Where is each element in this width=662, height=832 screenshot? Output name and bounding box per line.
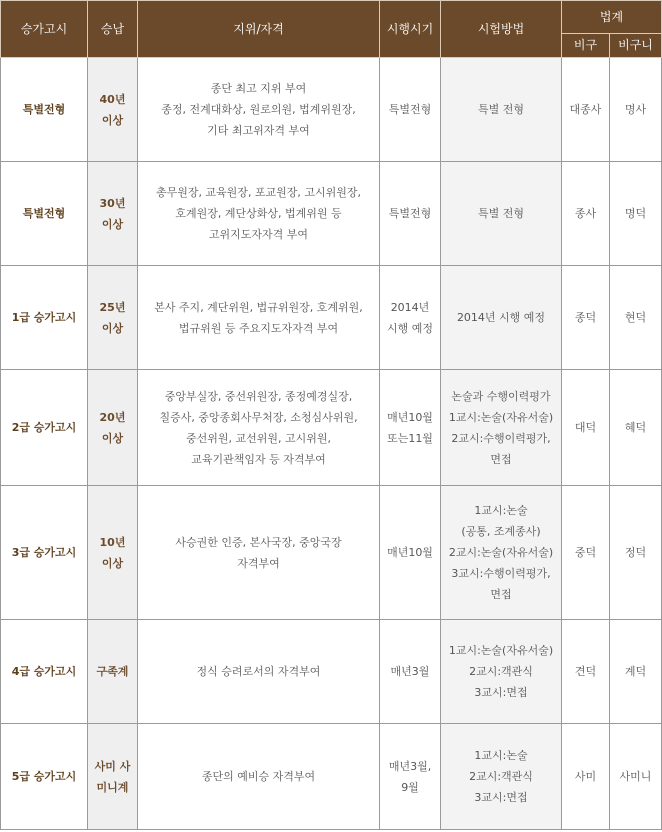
cell-method-line: 특별 전형 (477, 207, 524, 220)
cell-position-line: 정식 승려로서의 자격부여 (196, 665, 321, 678)
cell-position-line: 본사 주지, 계단위원, 법규위원장, 호계위원, (154, 300, 363, 314)
header-schedule: 시행시기 (380, 1, 441, 58)
cell-position-line: 종단의 예비승 자격부여 (201, 770, 316, 783)
cell-method-line: 2교시:논술(자유서술) (448, 546, 554, 559)
header-monk: 비구 (562, 34, 610, 58)
cell-nun-rank: 계덕 (610, 620, 662, 724)
cell-method-line: 3교시:면접 (474, 686, 528, 699)
cell-position-line: 중앙부실장, 중선위원장, 종정예경실장, (164, 389, 353, 403)
cell-method-line: 1교시:논술(자유서술) (448, 644, 554, 657)
cell-years: 25년 이상 (88, 266, 138, 370)
cell-position-line: 교육기관책임자 등 자격부여 (191, 452, 326, 466)
cell-method-line: (공통, 조계종사) (461, 525, 541, 538)
cell-schedule: 매년10월 또는11월 (380, 370, 441, 486)
cell-position-line: 종정, 전계대화상, 원로의원, 법계위원장, (161, 103, 356, 116)
table-row (1, 58, 662, 162)
cell-years: 구족계 (88, 620, 138, 724)
cell-nun-rank: 혜덕 (610, 370, 662, 486)
cell-monk-rank: 중덕 (562, 486, 610, 620)
cell-monk-rank: 대덕 (562, 370, 610, 486)
cell-method-line: 1교시:논술 (474, 749, 528, 762)
table-row (1, 486, 662, 620)
cell-method (441, 266, 562, 370)
cell-monk-rank: 견덕 (562, 620, 610, 724)
cell-years: 20년 이상 (88, 370, 138, 486)
cell-monk-rank: 종덕 (562, 266, 610, 370)
cell-years: 사미 사미니계 (88, 724, 138, 830)
cell-method (441, 58, 562, 162)
cell-nun-rank: 명덕 (610, 162, 662, 266)
cell-method-line: 3교시:수행이력평가, 면접 (451, 567, 551, 601)
cell-nun-rank: 명사 (610, 58, 662, 162)
table-row (1, 724, 662, 830)
header-years: 승납 (88, 1, 138, 58)
cell-position (138, 620, 380, 724)
header-nun: 비구니 (610, 34, 662, 58)
cell-exam: 3급 승가고시 (1, 486, 88, 620)
cell-position (138, 162, 380, 266)
cell-schedule: 특별전형 (380, 58, 441, 162)
cell-method-line: 1교시:논술(자유서술) (448, 410, 554, 424)
table-row (1, 266, 662, 370)
cell-position-line: 총무원장, 교육원장, 포교원장, 고시위원장, (155, 186, 362, 199)
cell-exam: 1급 승가고시 (1, 266, 88, 370)
cell-method-line: 특별 전형 (477, 103, 524, 116)
header-position: 지위/자격 (138, 1, 380, 58)
cell-schedule: 특별전형 (380, 162, 441, 266)
cell-nun-rank: 정덕 (610, 486, 662, 620)
cell-schedule: 매년3월, 9월 (380, 724, 441, 830)
cell-position-line: 사승권한 인증, 본사국장, 중앙국장 (175, 535, 342, 549)
cell-method (441, 724, 562, 830)
cell-schedule: 매년10월 (380, 486, 441, 620)
cell-position-line: 자격부여 (237, 556, 280, 570)
cell-method-line: 2교시:객관식 (469, 770, 533, 783)
cell-position-line: 종단 최고 지위 부여 (210, 82, 307, 95)
header-row (1, 1, 662, 34)
cell-nun-rank: 사미니 (610, 724, 662, 830)
cell-years: 30년 이상 (88, 162, 138, 266)
cell-position (138, 370, 380, 486)
cell-method-line: 1교시:논술 (474, 504, 528, 517)
cell-position-line: 호계원장, 계단상화상, 법계위원 등 (175, 207, 342, 220)
header-rank-group: 법계 (562, 1, 662, 34)
cell-schedule: 2014년 시행 예정 (380, 266, 441, 370)
table-body (1, 58, 662, 830)
cell-method-line: 2014년 시행 예정 (456, 311, 546, 324)
cell-position (138, 724, 380, 830)
cell-method (441, 620, 562, 724)
cell-position-line: 중선위원, 교선위원, 고시위원, (186, 431, 331, 445)
cell-method (441, 486, 562, 620)
cell-nun-rank: 현덕 (610, 266, 662, 370)
cell-monk-rank: 사미 (562, 724, 610, 830)
cell-exam: 5급 승가고시 (1, 724, 88, 830)
cell-monk-rank: 대종사 (562, 58, 610, 162)
table-row (1, 620, 662, 724)
cell-method-line: 논술과 수행이력평가 (451, 389, 551, 403)
cell-position (138, 58, 380, 162)
cell-exam: 4급 승가고시 (1, 620, 88, 724)
cell-position (138, 486, 380, 620)
cell-exam: 특별전형 (1, 58, 88, 162)
table-row (1, 162, 662, 266)
cell-exam: 2급 승가고시 (1, 370, 88, 486)
cell-method-line: 3교시:면접 (474, 791, 528, 804)
header-exam: 승가고시 (1, 1, 88, 58)
table-header (1, 1, 662, 58)
table-row (1, 370, 662, 486)
cell-position-line: 고위지도자자격 부여 (208, 228, 309, 241)
cell-position-line: 칠증사, 중앙종회사무처장, 소청심사위원, (159, 410, 358, 424)
cell-years: 10년 이상 (88, 486, 138, 620)
cell-method-line: 2교시:객관식 (469, 665, 533, 678)
cell-exam: 특별전형 (1, 162, 88, 266)
cell-position (138, 266, 380, 370)
cell-years: 40년 이상 (88, 58, 138, 162)
cell-position-line: 기타 최고위자격 부여 (207, 124, 310, 137)
header-method: 시험방법 (441, 1, 562, 58)
cell-schedule: 매년3월 (380, 620, 441, 724)
cell-method (441, 162, 562, 266)
cell-method-line: 2교시:수행이력평가, 면접 (451, 431, 551, 466)
cell-monk-rank: 종사 (562, 162, 610, 266)
cell-position-line: 법규위원 등 주요지도자자격 부여 (178, 321, 339, 335)
cell-method (441, 370, 562, 486)
